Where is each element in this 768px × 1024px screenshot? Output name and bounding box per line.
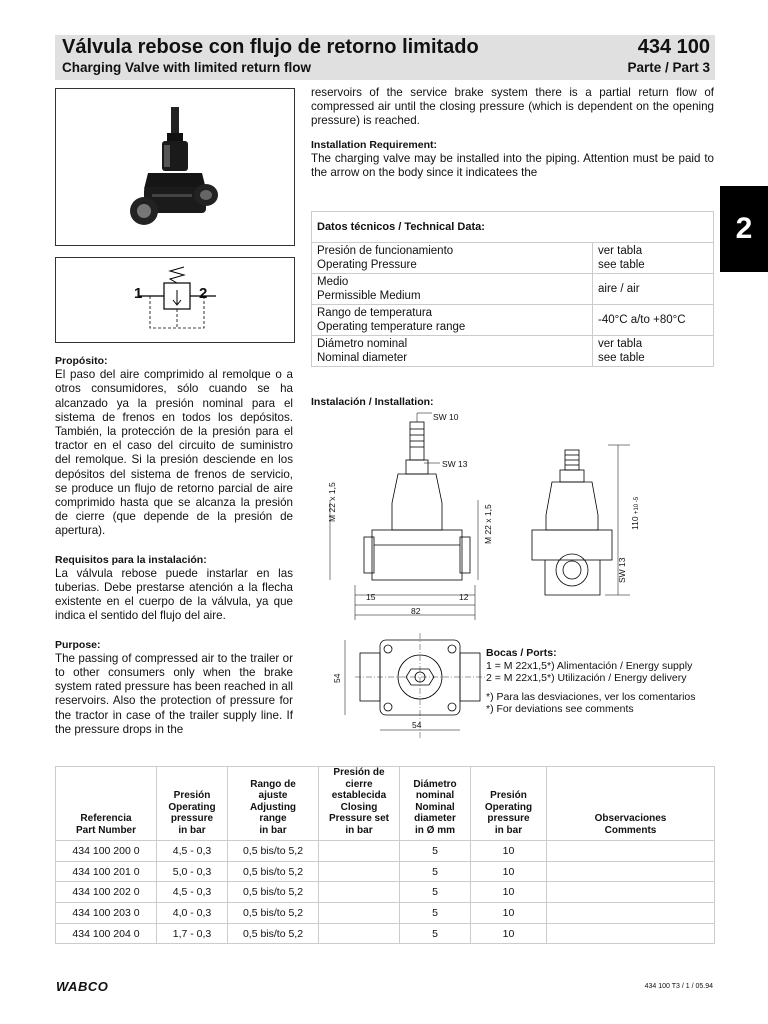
column-header-line: Pressure set <box>328 813 390 824</box>
table-cell: 5 <box>400 882 471 903</box>
tech-label-en: Operating temperature range <box>317 321 466 333</box>
column-header-line: Part Number <box>75 824 136 836</box>
column-header-line: Presión <box>490 790 527 801</box>
requirements-es-body: La válvula rebose puede instarlar en las tuberias. Debe prestarse atención a la flecha existente en el cuerpo de la válvula, ya que indica el sentido del flujo del aire. <box>55 566 293 623</box>
table-row <box>56 903 715 924</box>
table-cell <box>319 861 400 882</box>
table-row <box>312 243 714 274</box>
tech-label-es: Presión de funcionamiento <box>317 245 454 257</box>
column-header <box>228 767 319 841</box>
port-2-label: 2 <box>199 285 208 302</box>
table-cell <box>547 841 715 862</box>
technical-data-table <box>311 211 714 367</box>
table-cell: 434 100 204 0 <box>56 923 157 944</box>
table-cell: 4,5 - 0,3 <box>157 841 228 862</box>
column-header-line: nominal <box>415 790 455 801</box>
column-header <box>547 767 715 841</box>
table-cell: 0,5 bis/to 5,2 <box>228 861 319 882</box>
table-cell: 5 <box>400 841 471 862</box>
height-dim <box>630 497 640 530</box>
table-cell: 10 <box>471 882 547 903</box>
valve-symbol-diagram <box>55 257 295 343</box>
column-header-line: Presión <box>173 790 211 801</box>
title-english: Charging Valve with limited return flow <box>62 60 312 75</box>
title-spanish: Válvula rebose con flujo de retorno limitado <box>62 36 479 58</box>
column-header-line: establecida <box>331 790 387 801</box>
column-header-line: cierre <box>345 778 373 790</box>
column-header-line: pressure <box>170 813 214 824</box>
dim-15: 15 <box>366 592 376 602</box>
dim-54-bottom: 54 <box>412 720 422 730</box>
table-cell: 4,0 - 0,3 <box>157 903 228 924</box>
tech-value: ver tabla <box>598 338 643 350</box>
table-cell <box>547 903 715 924</box>
thread-right-label: M 22 x 1,5 <box>483 504 493 544</box>
column-header-line: Operating <box>168 801 216 813</box>
installation-requirement-body: The charging valve may be installed into the piping. Attention must be paid to the arrow on the body since it indicatees the <box>311 151 714 180</box>
column-header <box>56 767 157 841</box>
tech-label-en: Permissible Medium <box>317 290 421 302</box>
table-cell: 5 <box>400 923 471 944</box>
requirements-es-title: Requisitos para la instalación: <box>55 553 207 566</box>
column-header <box>471 767 547 841</box>
valve-photo-icon <box>56 89 294 245</box>
ports-title: Bocas / Ports: <box>486 647 557 659</box>
tech-label-en: Nominal diameter <box>317 352 408 364</box>
column-header-line: in Ø mm <box>414 824 455 836</box>
table-cell: 0,5 bis/to 5,2 <box>228 841 319 862</box>
column-header-line: in bar <box>345 824 373 836</box>
ports-note-en: *) For deviations see comments <box>486 703 634 715</box>
purpose-es-body: El paso del aire comprimido al remolque o a otros consumidores, sólo cuando se ha alcanzado ya la presión nominal para el sistema de frenos en todos los depósitos. También, la protección de la presión para el tractor en el caso del circuito de suministro del remolque. Si la presión desciende en los depósitos del sistema de frenos de servicio, se produce un flujo de retorno parcial de aire comprimido hasta que se alcanza la presión de cierre (que depende de la presión de apertura). <box>55 368 293 538</box>
sw10-label: SW 10 <box>433 412 459 422</box>
table-cell <box>547 923 715 944</box>
port-2-spec: 2 = M 22x1,5*) Utilización / Energy delivery <box>486 672 687 684</box>
table-cell: 10 <box>471 903 547 924</box>
column-header-line: Observaciones <box>594 813 667 824</box>
tech-value: -40°C a/to +80°C <box>598 314 686 326</box>
tech-table-header: Datos técnicos / Technical Data: <box>312 212 714 243</box>
table-cell: 0,5 bis/to 5,2 <box>228 882 319 903</box>
part-number-table <box>55 766 715 944</box>
tech-label-es: Medio <box>317 276 349 288</box>
tech-label-es: Diámetro nominal <box>317 338 408 350</box>
left-column-text <box>55 354 293 737</box>
table-cell: 434 100 203 0 <box>56 903 157 924</box>
table-row <box>56 923 715 944</box>
table-cell <box>319 923 400 944</box>
table-cell: 4,5 - 0,3 <box>157 882 228 903</box>
column-header-line: Presión de <box>333 767 385 778</box>
column-header-line: diameter <box>414 813 456 824</box>
valve-symbol-icon <box>56 258 294 342</box>
footer-reference: 434 100 T3 / 1 / 05.94 <box>644 983 713 990</box>
table-cell: 434 100 201 0 <box>56 861 157 882</box>
table-row <box>312 274 714 305</box>
column-header-line: Nominal <box>415 801 455 813</box>
purpose-en-body: The passing of compressed air to the trailer or to other consumers only when the brake system rated pressure has been reached in all reservoirs. Also the protection of pressure for the tractor in case of the trailer supply line. If the pressure drops in the <box>55 651 293 736</box>
tech-value-en: see table <box>598 352 645 364</box>
table-cell <box>319 882 400 903</box>
dim-12: 12 <box>459 592 469 602</box>
installation-title: Instalación / Installation: <box>311 396 434 408</box>
table-row <box>312 336 714 367</box>
intro-continued: reservoirs of the service brake system there is a partial return flow of compressed air until the closing pressure (which is dependent on the opening pressure) is reached. <box>311 86 714 128</box>
column-header <box>400 767 471 841</box>
port-1-spec: 1 = M 22x1,5*) Alimentación / Energy supply <box>486 659 693 672</box>
table-cell: 0,5 bis/to 5,2 <box>228 923 319 944</box>
product-photo <box>55 88 295 246</box>
section-tab: 2 <box>720 186 768 272</box>
column-header <box>157 767 228 841</box>
column-header-line: Closing <box>340 801 378 813</box>
column-header-line: in bar <box>494 824 523 836</box>
table-cell: 10 <box>471 861 547 882</box>
dim-54-side: 54 <box>332 673 342 683</box>
column-header-line: Rango de <box>250 778 296 790</box>
table-cell <box>319 903 400 924</box>
tech-value: ver tabla <box>598 245 643 257</box>
table-row <box>56 882 715 903</box>
wabco-logo: WABCO <box>56 979 109 994</box>
table-cell: 434 100 202 0 <box>56 882 157 903</box>
table-cell: 434 100 200 0 <box>56 841 157 862</box>
part-label: Parte / Part 3 <box>627 60 710 75</box>
height-value: 110 <box>630 516 640 530</box>
column-header-line: pressure <box>487 813 530 824</box>
tech-value-en: see table <box>598 259 645 271</box>
purpose-es-title: Propósito: <box>55 355 108 367</box>
table-cell: 0,5 bis/to 5,2 <box>228 903 319 924</box>
column-header <box>319 767 400 841</box>
table-cell: 5,0 - 0,3 <box>157 861 228 882</box>
tech-label-en: Operating Pressure <box>317 259 417 271</box>
column-header-line: in bar <box>178 824 206 836</box>
table-row <box>56 861 715 882</box>
dim-82: 82 <box>411 606 421 616</box>
height-tolerance: +10 -5 <box>634 496 640 515</box>
thread-left-label: M 22 x 1,5 <box>327 482 337 522</box>
table-cell <box>547 882 715 903</box>
table-cell: 10 <box>471 923 547 944</box>
column-header-line: range <box>259 813 287 824</box>
table-cell: 10 <box>471 841 547 862</box>
table-cell <box>547 861 715 882</box>
column-header-line: Diámetro <box>413 778 457 790</box>
tech-label-es: Rango de temperatura <box>317 307 433 319</box>
table-cell: 5 <box>400 903 471 924</box>
table-cell <box>319 841 400 862</box>
column-header-line: in bar <box>259 824 287 836</box>
table-cell: 1,7 - 0,3 <box>157 923 228 944</box>
tech-value: aire / air <box>598 283 640 295</box>
installation-requirement-title: Installation Requirement: <box>311 138 438 151</box>
column-header-line: ajuste <box>258 790 288 801</box>
column-header-line: Referencia <box>80 813 132 824</box>
column-header-line: Comments <box>604 824 657 836</box>
ports-note-es: *) Para las desviaciones, ver los comentarios <box>486 690 696 703</box>
column-header-line: Operating <box>484 801 533 813</box>
right-column-text <box>311 86 714 180</box>
table-row <box>56 841 715 862</box>
sw13-label: SW 13 <box>442 459 468 469</box>
sw13-side-label: SW 13 <box>617 557 627 583</box>
purpose-en-title: Purpose: <box>55 638 101 651</box>
document-number: 434 100 <box>637 36 710 58</box>
table-row <box>312 305 714 336</box>
table-cell: 5 <box>400 861 471 882</box>
ports-info <box>486 647 716 716</box>
port-1-label: 1 <box>134 285 143 302</box>
column-header-line: Adjusting <box>249 801 297 813</box>
